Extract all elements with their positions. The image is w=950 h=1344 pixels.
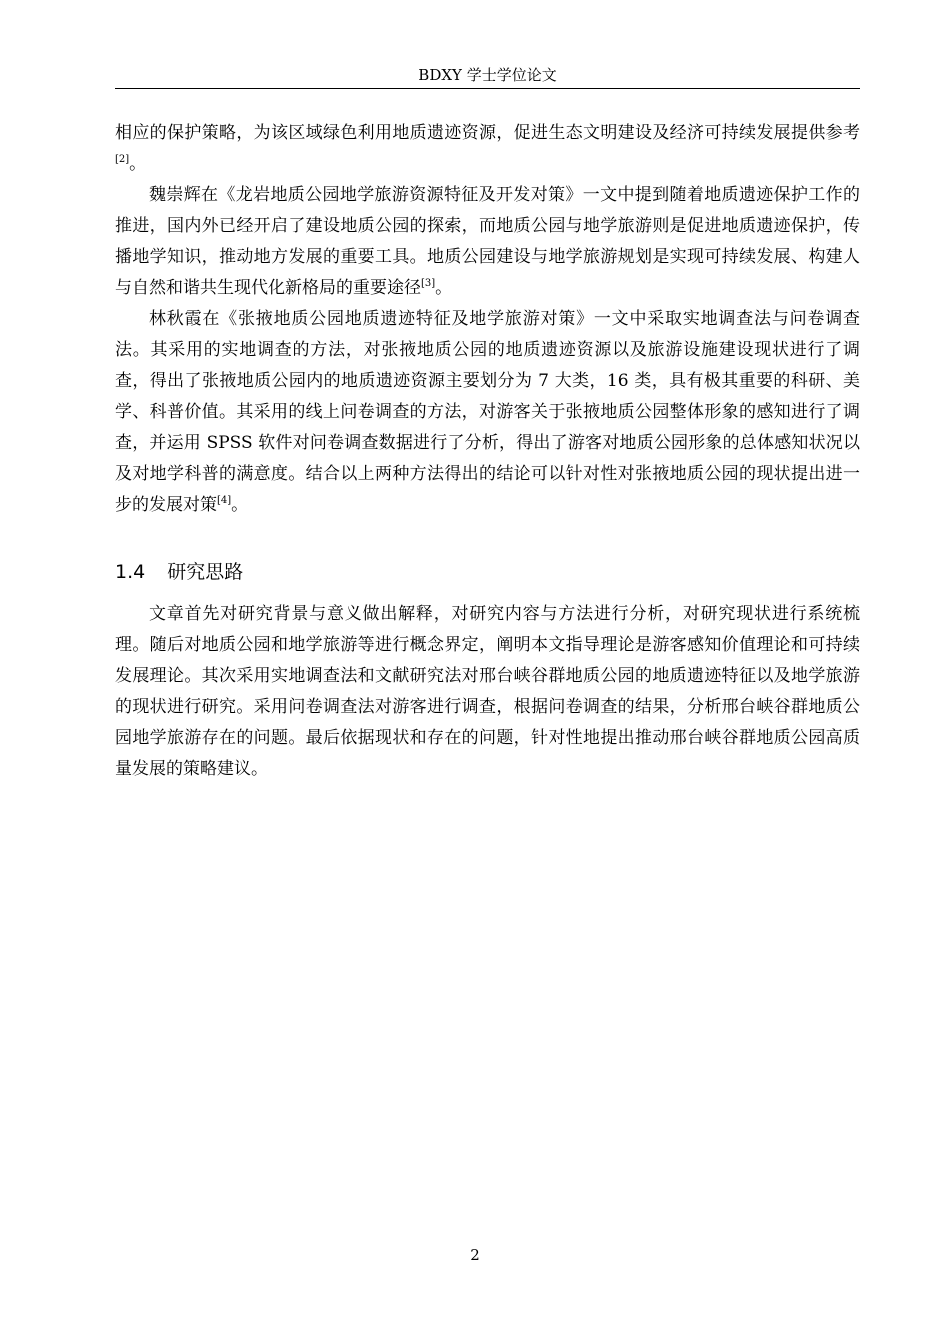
paragraph-end: 。 <box>435 278 453 298</box>
paragraph <box>115 304 860 521</box>
paragraph-end: 。 <box>231 495 249 515</box>
paragraph-text: 相应的保护策略，为该区域绿色利用地质遗迹资源，促进生态文明建设及经济可持续发展提供参考 <box>115 123 860 143</box>
paragraph <box>115 180 860 304</box>
section-number: 1.4 <box>115 561 146 583</box>
section-heading <box>115 557 860 587</box>
citation-ref: [2] <box>115 154 130 165</box>
paragraph-text: 魏崇辉在《龙岩地质公园地学旅游资源特征及开发对策》一文中提到随着地质遗迹保护工作的推进，国内外已经开启了建设地质公园的探索，而地质公园与地学旅游则是促进地质遗迹保护，传播地学知识，推动地方发展的重要工具。地质公园建设与地学旅游规划是实现可持续发展、构建人与自然和谐共生现代化新格局的重要途径 <box>115 185 860 298</box>
section-paragraph: 文章首先对研究背景与意义做出解释，对研究内容与方法进行分析，对研究现状进行系统梳理。随后对地质公园和地学旅游等进行概念界定，阐明本文指导理论是游客感知价值理论和可持续发展理论。其次采用实地调查法和文献研究法对邢台峡谷群地质公园的地质遗迹特征以及地学旅游的现状进行研究。采用问卷调查法对游客进行调查，根据问卷调查的结果，分析邢台峡谷群地质公园地学旅游存在的问题。最后依据现状和存在的问题，针对性地提出推动邢台峡谷群地质公园高质量发展的策略建议。 <box>115 604 860 779</box>
header-rule <box>115 88 860 89</box>
citation-ref: [3] <box>421 278 436 289</box>
section-title: 研究思路 <box>167 561 244 583</box>
page-number: 2 <box>470 1246 480 1264</box>
paragraph-text: 林秋霞在《张掖地质公园地质遗迹特征及地学旅游对策》一文中采取实地调查法与问卷调查法。其采用的实地调查的方法，对张掖地质公园的地质遗迹资源以及旅游设施建设现状进行了调查，得出了张掖地质公园内的地质遗迹资源主要划分为 7 大类，16 类，具有极其重要的科研、美学、科普价值。其采用的线上问卷调查的方法，对游客关于张掖地质公园整体形象的感知进行了调查，并运用 SPSS 软件对问卷调查数据进行了分析，得出了游客对地质公园形象的总体感知状况以及对地学科普的满意度。结合以上两种方法得出的结论可以针对性对张掖地质公园的现状提出进一步的发展对策 <box>115 309 860 515</box>
running-header: BDXY 学士学位论文 <box>418 66 557 84</box>
citation-ref: [4] <box>217 495 232 506</box>
paragraph-end: 。 <box>129 154 147 174</box>
paragraph-continued <box>115 118 860 180</box>
page-body <box>115 118 860 785</box>
